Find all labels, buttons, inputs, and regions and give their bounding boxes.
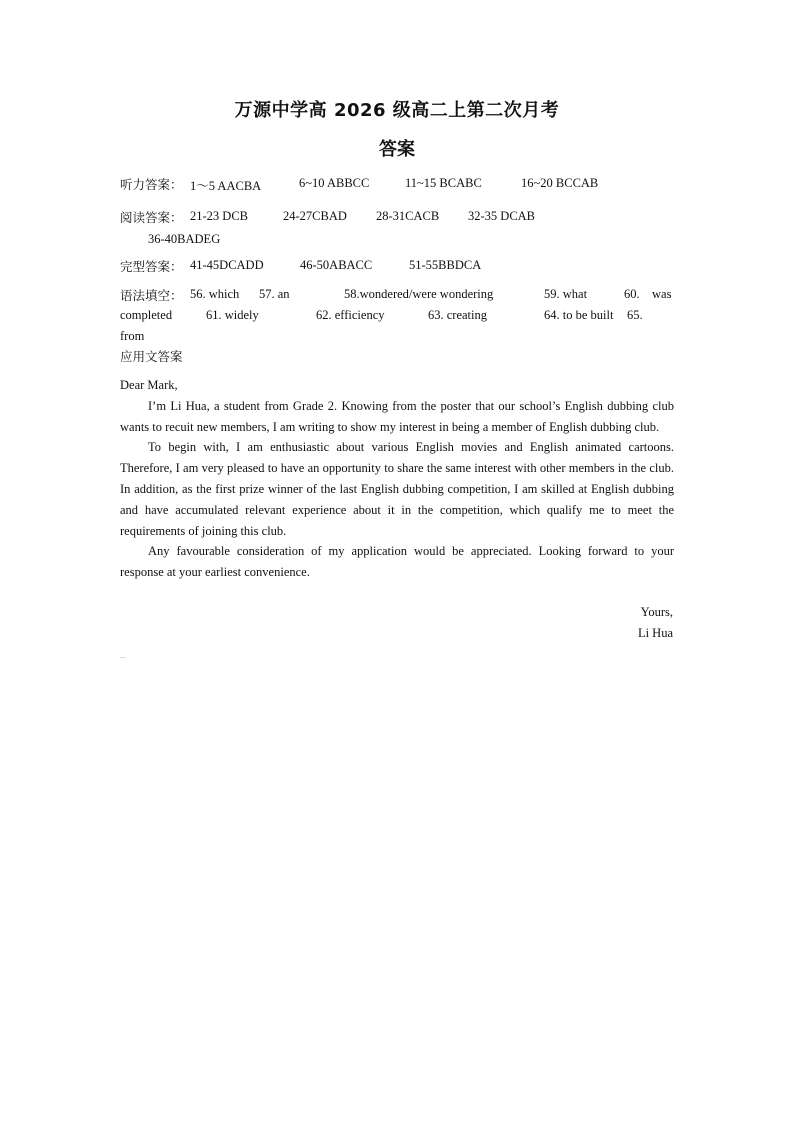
answer-item: 58.wondered/were wondering (344, 287, 494, 301)
answer-group: 41-45DCADD (190, 258, 264, 272)
answer-group: 1～5 AACBA (190, 179, 262, 193)
letter-paragraph: I’m Li Hua, a student from Grade 2. Knowing from the poster that our school’s English dubbing club wants to recuit new members, I am writing to show my interest in being a member of English dubbing club. (120, 398, 674, 434)
answer-group: 46-50ABACC (300, 258, 373, 272)
listening-label: 听力答案： (120, 177, 183, 192)
answer-group: 32-35 DCAB (468, 209, 536, 223)
answer-group: 24-27CBAD (283, 209, 347, 223)
answer-item: 60. (624, 287, 640, 301)
answer-item: 59. what (544, 287, 588, 301)
answer-item: 64. to be built (544, 308, 614, 322)
cloze-label: 完型答案： (120, 259, 183, 274)
answer-item: 62. efficiency (316, 308, 385, 322)
page-subtitle: 答案 (379, 139, 415, 160)
essay-letter (120, 375, 674, 583)
answer-item: was (652, 287, 672, 301)
page-title: 万源中学高 2026 级高二上第二次月考 (234, 100, 560, 121)
answer-group: 16~20 BCCAB (521, 176, 599, 190)
letter-closing: Yours, (640, 605, 673, 619)
page-mark (120, 657, 126, 658)
answer-item: 65. (627, 308, 643, 322)
answer-group: 6~10 ABBCC (299, 176, 370, 190)
answer-item: 57. an (259, 287, 290, 301)
answer-item: 63. creating (428, 308, 488, 322)
answer-group: 21-23 DCB (190, 209, 248, 223)
letter-paragraph: Any favourable consideration of my application would be appreciated. Looking forward to your response at your earliest convenience. (120, 544, 674, 580)
answer-item: 56. which (190, 287, 240, 301)
grammar-label: 语法填空： (120, 288, 183, 303)
answer-group: 11~15 BCABC (405, 176, 482, 190)
answer-item: from (120, 329, 145, 343)
letter-paragraph: To begin with, I am enthusiastic about various English movies and English animated cartoons. Therefore, I am very pleased to have an opportunity to share the same interest with other members in the club. In addition, as the first prize winner of the last English dubbing competition, I am skilled at English dubbing and have accumulated relevant experience about it in the competition, which qualify me to meet the requirements of joining this club. (120, 440, 674, 538)
answer-group: 28-31CACB (376, 209, 440, 223)
writing-label: 应用文答案 (120, 349, 183, 364)
answer-group: 51-55BBDCA (409, 258, 482, 272)
answer-item: completed (120, 308, 173, 322)
reading-label: 阅读答案： (120, 210, 183, 225)
answer-group: 36-40BADEG (148, 232, 221, 246)
letter-signature: Li Hua (637, 626, 673, 640)
letter-greeting: Dear Mark, (120, 378, 178, 392)
answer-item: 61. widely (206, 308, 259, 322)
